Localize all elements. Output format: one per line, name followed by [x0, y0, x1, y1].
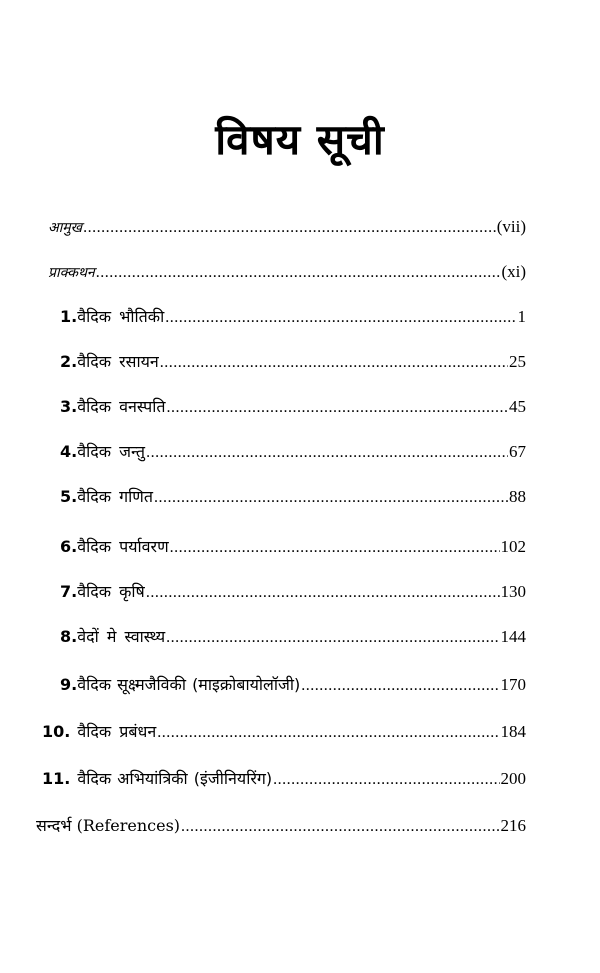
toc-entry-label: वेदों मे स्वास्थ्य: [77, 627, 166, 646]
toc-entry-label: वैदिक पर्यावरण: [77, 537, 169, 556]
toc-entry-label: प्राक्कथन: [48, 265, 95, 281]
dot-leader: [165, 303, 516, 333]
chapter-number: 7.: [60, 582, 78, 601]
chapter-number: 5.: [60, 487, 78, 506]
toc-entry-page: (xi): [501, 262, 526, 281]
toc-entry-page: 144: [500, 627, 526, 646]
toc-entry-chapter-8[interactable]: [60, 622, 526, 652]
toc-entry-page: 130: [500, 582, 526, 601]
toc-entry-chapter-3[interactable]: [60, 392, 526, 422]
toc-entry-label: वैदिक कृषि: [77, 582, 145, 601]
chapter-number: 1.: [60, 307, 78, 326]
toc-entry-label: आमुख: [48, 220, 83, 236]
toc-entry-chapter-11[interactable]: [42, 764, 526, 794]
toc-entry-chapter-7[interactable]: [60, 577, 526, 607]
dot-leader: [273, 765, 499, 795]
toc-entry-page: 67: [509, 442, 526, 461]
chapter-number: 11.: [42, 769, 71, 788]
chapter-number: 2.: [60, 352, 78, 371]
dot-leader: [160, 348, 508, 378]
toc-entry-page: 200: [500, 769, 526, 788]
chapter-number: 9.: [60, 675, 78, 694]
toc-entry-page: (vii): [496, 217, 526, 236]
chapter-number: 3.: [60, 397, 78, 416]
dot-leader: [146, 438, 508, 468]
chapter-number: 8.: [60, 627, 78, 646]
chapter-number: 4.: [60, 442, 78, 461]
toc-entry-page: 25: [509, 352, 526, 371]
toc-entry-label: वैदिक रसायन: [77, 352, 159, 371]
toc-entry-chapter-9[interactable]: [60, 670, 526, 700]
toc-entry-chapter-10[interactable]: [42, 717, 526, 747]
chapter-number: 6.: [60, 537, 78, 556]
dot-leader: [83, 213, 496, 243]
toc-entry-page: 1: [517, 307, 526, 326]
toc-entry-page: 184: [500, 722, 526, 741]
toc-entry-label: वैदिक भौतिकी: [77, 307, 165, 326]
dot-leader: [181, 812, 499, 842]
toc-entry-label: वैदिक गणित: [77, 487, 153, 506]
toc-entry-foreword[interactable]: [48, 257, 526, 287]
toc-entry-label: वैदिक जन्तु: [77, 442, 146, 461]
toc-entry-page: 45: [509, 397, 526, 416]
toc-entry-label: वैदिक वनस्पति: [77, 397, 166, 416]
toc-entry-references[interactable]: [36, 811, 526, 841]
toc-entry-label: वैदिक प्रबंधन: [77, 722, 157, 741]
dot-leader: [166, 393, 508, 423]
chapter-number: 10.: [42, 722, 71, 741]
toc-entry-page: 102: [500, 537, 526, 556]
dot-leader: [96, 258, 501, 288]
dot-leader: [166, 623, 499, 653]
dot-leader: [170, 533, 500, 563]
toc-entry-chapter-6[interactable]: [60, 532, 526, 562]
page-title: विषय सूची: [215, 115, 385, 164]
dot-leader: [157, 718, 499, 748]
toc-entry-chapter-1[interactable]: [60, 302, 526, 332]
toc-entry-chapter-2[interactable]: [60, 347, 526, 377]
dot-leader: [301, 671, 499, 701]
toc-entry-preface[interactable]: [48, 212, 526, 242]
toc-entry-page: 216: [500, 816, 526, 835]
toc-entry-label: सन्दर्भ (References): [36, 816, 181, 835]
toc-entry-chapter-4[interactable]: [60, 437, 526, 467]
toc-entry-page: 88: [509, 487, 526, 506]
dot-leader: [146, 578, 500, 608]
toc-entry-label: वैदिक अभियांत्रिकी (इंजीनियरिंग): [77, 769, 273, 788]
dot-leader: [154, 483, 508, 513]
toc-entry-chapter-5[interactable]: [60, 482, 526, 512]
toc-entry-label: वैदिक सूक्ष्मजैविकी (माइक्रोबायोलॉजी): [77, 675, 301, 694]
toc-entry-page: 170: [500, 675, 526, 694]
